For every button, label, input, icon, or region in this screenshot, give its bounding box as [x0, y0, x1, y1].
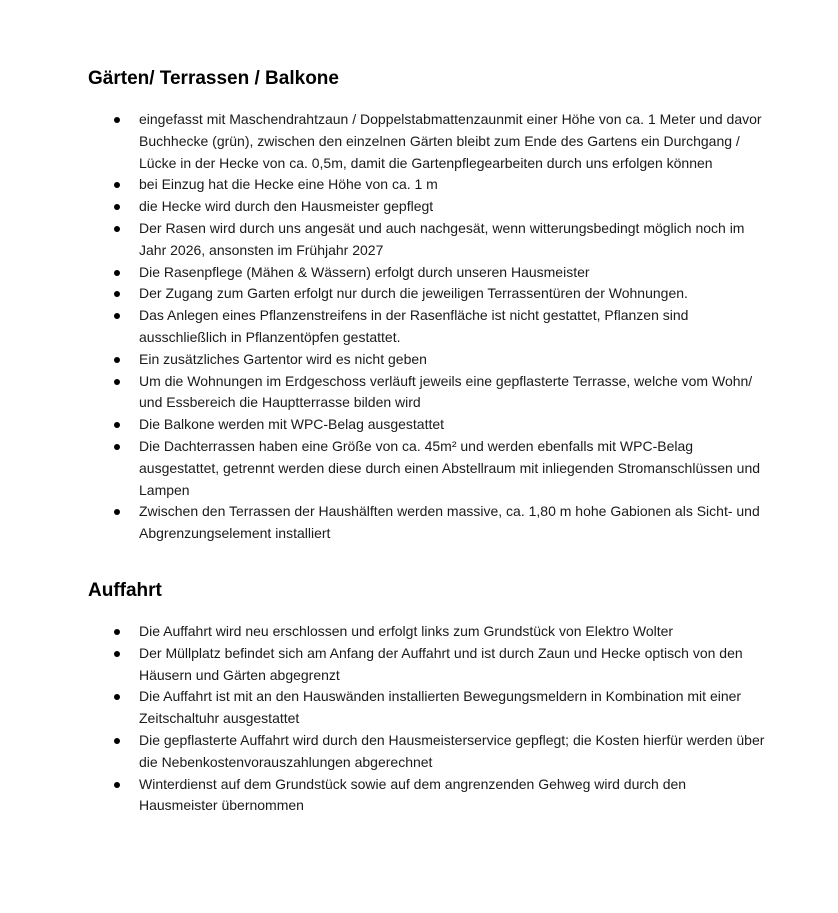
bullet-icon [114, 694, 120, 700]
list-item [88, 174, 768, 196]
bullet-icon [114, 651, 120, 657]
bullet-icon [114, 357, 120, 363]
section-gaerten-terrassen-balkone [88, 67, 768, 545]
list-item-text: Winterdienst auf dem Grundstück sowie auf dem angrenzenden Gehweg wird durch den Hausmeister übernommen [139, 775, 687, 814]
list-item-text: Die gepflasterte Auffahrt wird durch den Hausmeisterservice gepflegt; die Kosten hierfür werden über die Nebenkostenvorauszahlungen abgerechnet [139, 731, 765, 770]
list-item [88, 643, 768, 687]
list-item [88, 686, 768, 730]
list-item-text: die Hecke wird durch den Hausmeister gepflegt [139, 198, 434, 215]
list-item-text: Die Balkone werden mit WPC-Belag ausgestattet [139, 416, 445, 433]
list-item [88, 501, 768, 545]
section-auffahrt [88, 579, 768, 817]
list-item [88, 621, 768, 643]
list-item-text: Die Auffahrt wird neu erschlossen und erfolgt links zum Grundstück von Elektro Wolter [139, 623, 674, 639]
list-item [88, 283, 768, 305]
list-item [88, 414, 768, 436]
bullet-icon [114, 204, 120, 210]
bullet-icon [114, 509, 120, 515]
bullet-icon [114, 270, 120, 276]
list-item-text: Der Rasen wird durch uns angesät und auch nachgesät, wenn witterungsbedingt möglich noch im Jahr 2026, ansonsten im Frühjahr 2027 [139, 219, 745, 258]
list-item [88, 349, 768, 371]
list-item-text: bei Einzug hat die Hecke eine Höhe von ca. 1 m [139, 176, 438, 193]
list-item-text: Die Dachterrassen haben eine Größe von ca. 45m² und werden ebenfalls mit WPC-Belag ausgestattet, getrennt werden diese durch einen Abstellraum mit inliegenden Stromanschlüssen und Lampen [139, 437, 761, 498]
bullet-icon [114, 629, 120, 635]
bullet-icon [114, 738, 120, 744]
list-item [88, 774, 768, 818]
bullet-icon [114, 182, 120, 188]
list-item [88, 218, 768, 262]
bullet-icon [114, 782, 120, 788]
bullet-list [88, 621, 768, 817]
bullet-list [88, 109, 768, 545]
list-item [88, 109, 768, 174]
bullet-icon [114, 444, 120, 450]
list-item-text: Um die Wohnungen im Erdgeschoss verläuft jeweils eine gepflasterte Terrasse, welche vom Wohn/ und Essbereich die Hauptterrasse bilden wird [139, 372, 753, 411]
bullet-icon [114, 117, 120, 123]
list-item [88, 730, 768, 774]
bullet-icon [114, 291, 120, 297]
bullet-icon [114, 379, 120, 385]
list-item-text: Ein zusätzliches Gartentor wird es nicht geben [139, 350, 427, 367]
list-item-text: Die Auffahrt ist mit an den Hauswänden installierten Bewegungsmeldern in Kombination mit einer Zeitschaltuhr ausgestattet [139, 688, 742, 727]
list-item-text: Der Zugang zum Garten erfolgt nur durch die jeweiligen Terrassentüren der Wohnungen. [139, 285, 688, 302]
list-item-text: Zwischen den Terrassen der Haushälften werden massive, ca. 1,80 m hohe Gabionen als Sicht- und Abgrenzungselement installiert [139, 503, 760, 542]
bullet-icon [114, 313, 120, 319]
section-heading: Gärten/ Terrassen / Balkone [88, 68, 339, 89]
bullet-icon [114, 422, 120, 428]
list-item-text: Die Rasenpflege (Mähen & Wässern) erfolgt durch unseren Hausmeister [139, 263, 590, 280]
list-item [88, 262, 768, 284]
list-item-text: eingefasst mit Maschendrahtzaun / Doppelstabmattenzaunmit einer Höhe von ca. 1 Meter und davor Buchhecke (grün), zwischen den einzelnen Gärten bleibt zum Ende des Gartens ein Durchgang / Lücke in der Hecke von ca. 0,5m, damit die Gartenpflegearbeiten durch uns erfolgen können [139, 111, 762, 171]
list-item [88, 371, 768, 415]
list-item [88, 436, 768, 501]
list-item [88, 305, 768, 349]
list-item-text: Der Müllplatz befindet sich am Anfang der Auffahrt und ist durch Zaun und Hecke optisch von den Häusern und Gärten abgegrenzt [139, 644, 743, 683]
bullet-icon [114, 226, 120, 232]
section-heading: Auffahrt [88, 580, 162, 601]
list-item-text: Das Anlegen eines Pflanzenstreifens in der Rasenfläche ist nicht gestattet, Pflanzen sind ausschließlich in Pflanzentöpfen gestattet. [139, 307, 689, 345]
list-item [88, 196, 768, 218]
